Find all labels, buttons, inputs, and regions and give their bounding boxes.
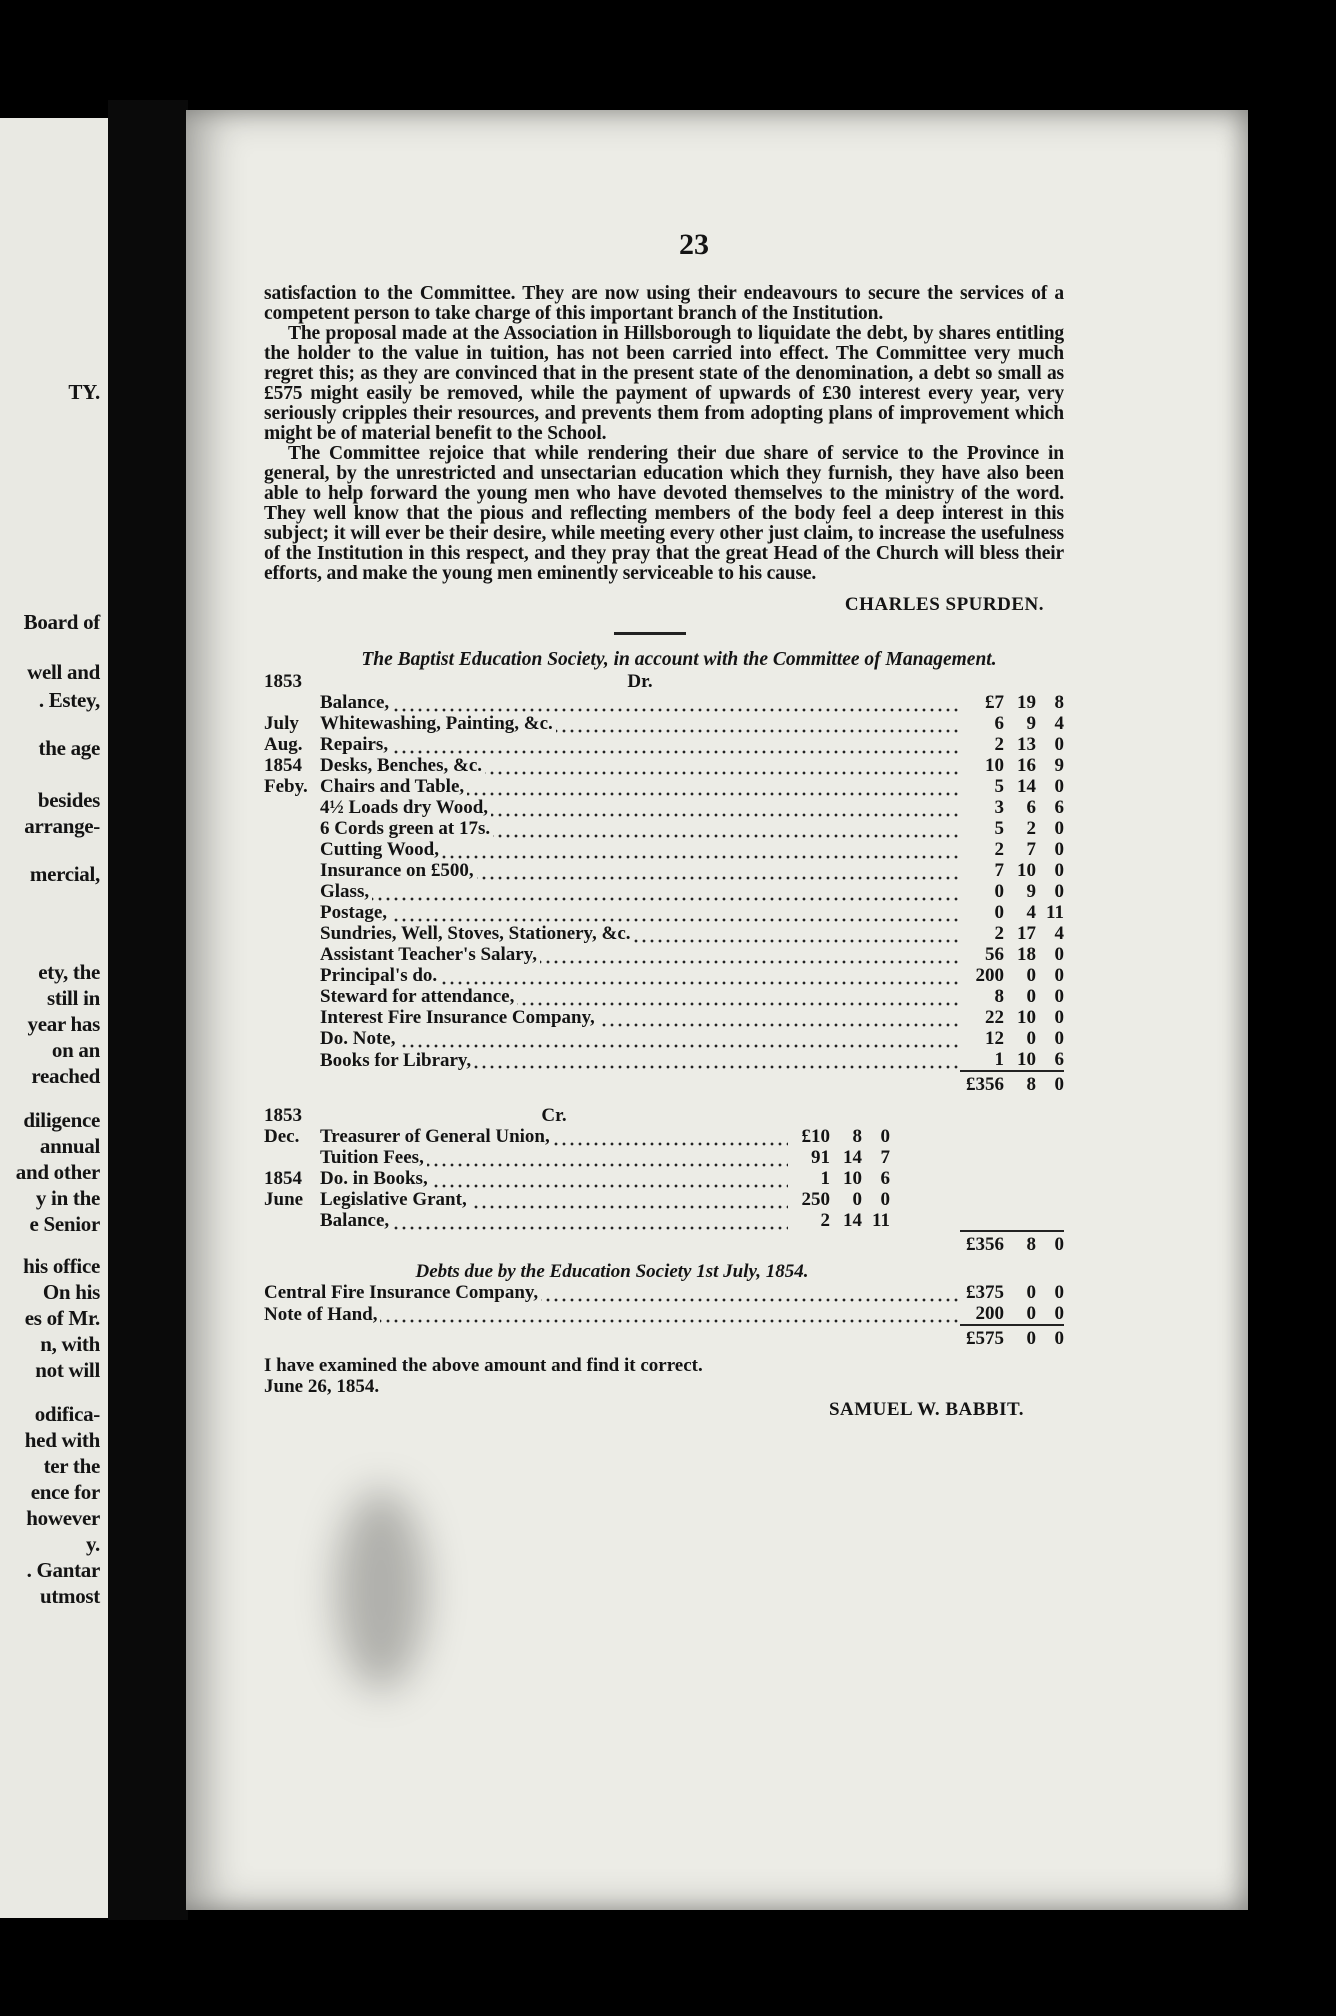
facing-page-text: hed with xyxy=(24,1428,100,1452)
pounds-cell xyxy=(788,1231,830,1255)
ledger-description-text: Postage, xyxy=(320,902,390,923)
ledger-description-text: Balance, xyxy=(320,1210,392,1231)
ledger-description xyxy=(320,923,960,944)
ledger-description-text: Whitewashing, Painting, &c. xyxy=(320,713,556,734)
credit-row xyxy=(264,1168,1064,1189)
ledger-date xyxy=(264,986,320,1007)
ledger-date: July xyxy=(264,713,299,734)
pence-cell: 6 xyxy=(1054,1049,1064,1070)
ledger-description-text: Steward for attendance, xyxy=(320,986,517,1007)
ledger-date: 1854 xyxy=(264,1168,302,1189)
credit-row xyxy=(264,1210,1064,1231)
audit-text: I have examined the above amount and find it correct. xyxy=(264,1355,703,1376)
ledger-description xyxy=(320,1071,960,1095)
pounds-cell: 12 xyxy=(985,1028,1004,1049)
pence-cell: 0 xyxy=(1054,986,1064,1007)
pence-cell: 7 xyxy=(880,1147,890,1168)
pence-cell: 0 xyxy=(1054,965,1064,986)
facing-page-text: arrange- xyxy=(24,814,100,838)
ledger-date xyxy=(264,692,320,713)
facing-page-text: Board of xyxy=(23,610,100,634)
credit-row xyxy=(264,1189,1064,1210)
pounds-cell: 2 xyxy=(994,839,1004,860)
pounds-cell xyxy=(960,1189,1004,1210)
debts-title: Debts due by the Education Society 1st July, 1854. xyxy=(415,1261,809,1282)
facing-page xyxy=(0,118,108,1918)
pounds-cell: £375 xyxy=(966,1282,1004,1303)
facing-page-text: annual xyxy=(39,1134,100,1158)
credit-total-row xyxy=(264,1231,1064,1255)
total-pence: 0 xyxy=(1036,1325,1064,1349)
ledger-description xyxy=(320,797,960,818)
credit-header-row xyxy=(264,1105,1064,1126)
shillings-cell: 17 xyxy=(1017,923,1036,944)
total-pence: 0 xyxy=(1036,1231,1064,1255)
pence-cell: 6 xyxy=(1054,797,1064,818)
ledger-description-text: Principal's do. xyxy=(320,965,440,986)
facing-page-text: not will xyxy=(35,1358,100,1382)
ledger-description-text: Books for Library, xyxy=(320,1050,474,1071)
debit-row xyxy=(264,818,1064,839)
ledger-description xyxy=(320,1231,788,1255)
debit-row xyxy=(264,734,1064,755)
facing-page-text: well and xyxy=(27,660,100,684)
account-title: The Baptist Education Society, in account with the Committee of Management. xyxy=(361,649,997,670)
facing-page-text: the age xyxy=(38,736,100,760)
pence-cell: 0 xyxy=(1054,776,1064,797)
debit-table xyxy=(264,671,1064,1095)
ledger-date xyxy=(264,818,320,839)
ledger-date: Dec. xyxy=(264,1126,300,1147)
facing-page-text: TY. xyxy=(68,380,100,404)
facing-page-text: still in xyxy=(46,986,100,1010)
facing-page-text: his office xyxy=(23,1254,100,1278)
ledger-date xyxy=(264,1028,320,1049)
ledger-date xyxy=(264,881,320,902)
ledger-description xyxy=(320,881,960,902)
ledger-date xyxy=(264,923,320,944)
audit-statement xyxy=(264,1355,1064,1397)
pounds-cell: 7 xyxy=(994,860,1004,881)
pence-cell xyxy=(1036,1126,1064,1147)
ledger-description xyxy=(320,902,960,923)
shillings-cell: 6 xyxy=(1026,797,1036,818)
pence-cell: 0 xyxy=(1054,734,1064,755)
facing-page-text: es of Mr. xyxy=(24,1306,100,1330)
audit-date: June 26, 1854. xyxy=(264,1376,380,1397)
pounds-cell: 1 xyxy=(820,1168,830,1189)
shillings-cell: 0 xyxy=(1026,1282,1036,1303)
ledger-description xyxy=(320,755,960,776)
ledger-date: June xyxy=(264,1189,304,1210)
shillings-cell xyxy=(1004,1189,1036,1210)
ledger-description xyxy=(320,734,960,755)
ledger-date xyxy=(264,1231,320,1255)
facing-page-text: year has xyxy=(27,1012,100,1036)
facing-page-text: ety, the xyxy=(38,960,100,984)
pence-cell: 11 xyxy=(872,1210,890,1231)
ledger-description xyxy=(320,1126,788,1147)
column-spacer xyxy=(890,1189,960,1210)
ledger-date xyxy=(264,965,320,986)
facing-page-text: . Gantar xyxy=(26,1558,100,1582)
shillings-cell: 14 xyxy=(1017,776,1036,797)
facing-page-text: odifica- xyxy=(34,1402,100,1426)
pence-cell: 0 xyxy=(880,1189,890,1210)
ledger-date xyxy=(264,839,320,860)
pounds-cell: 8 xyxy=(994,986,1004,1007)
ledger-description-text: Do. in Books, xyxy=(320,1168,431,1189)
facing-page-text: on an xyxy=(51,1038,100,1062)
pence-cell: 0 xyxy=(1054,860,1064,881)
ledger-date: 1854 xyxy=(264,755,302,776)
shillings-cell: 18 xyxy=(1017,944,1036,965)
pence-cell xyxy=(1036,1147,1064,1168)
ledger-description xyxy=(264,1325,960,1349)
pence-cell: 0 xyxy=(1054,1303,1064,1324)
pounds-cell: 0 xyxy=(994,902,1004,923)
shillings-cell xyxy=(1004,1210,1036,1231)
debit-header-row xyxy=(264,671,1064,692)
ledger-description xyxy=(320,776,960,797)
paragraph: The Committee rejoice that while rendering their due share of service to the Province in general, by the unrestricted and unsectarian education which they furnish, they have also been able to help forward the young men who have devoted themselves to the ministry of the word. They well know that the pious and reflecting members of the body feel a deep interest in this subject; it will ever be their desire, while meeting every other just claim, to increase the usefulness of the Institution in this respect, and they pray that the great Head of the Church will bless their efforts, and make the young men eminently serviceable to his cause. xyxy=(264,443,1064,584)
pounds-cell: 5 xyxy=(994,818,1004,839)
ledger-description xyxy=(320,1168,788,1189)
pence-cell xyxy=(1036,1168,1064,1189)
shillings-cell xyxy=(830,1231,862,1255)
debit-row xyxy=(264,713,1064,734)
pounds-cell: 56 xyxy=(985,944,1004,965)
pence-cell: 11 xyxy=(1046,902,1064,923)
ledger-description-text: 6 Cords green at 17s. xyxy=(320,818,493,839)
pence-cell: 4 xyxy=(1054,923,1064,944)
debit-row xyxy=(264,881,1064,902)
ledger-date xyxy=(264,1071,320,1095)
credit-year: 1853 xyxy=(264,1105,302,1126)
ledger-description-text: Balance, xyxy=(320,692,392,713)
debt-row xyxy=(264,1303,1064,1325)
ledger-description xyxy=(320,713,960,734)
ledger-description-text: Tuition Fees, xyxy=(320,1147,427,1168)
pounds-cell xyxy=(960,1147,1004,1168)
total-shillings: 8 xyxy=(1004,1071,1036,1095)
auditor-signature: SAMUEL W. BABBIT. xyxy=(828,1399,1024,1420)
pence-cell: 0 xyxy=(1054,818,1064,839)
pounds-cell: 10 xyxy=(985,755,1004,776)
debit-row xyxy=(264,923,1064,944)
shillings-cell: 8 xyxy=(852,1126,862,1147)
ledger-description xyxy=(320,1049,960,1071)
shillings-cell: 0 xyxy=(1026,1303,1036,1324)
pounds-cell xyxy=(960,1168,1004,1189)
ledger-description-text: Assistant Teacher's Salary, xyxy=(320,944,540,965)
facing-page-text: diligence xyxy=(23,1108,100,1132)
page-shadow xyxy=(336,1490,426,1690)
total-pounds: £575 xyxy=(960,1325,1004,1349)
ledger-description-text: Glass, xyxy=(320,881,372,902)
debit-row xyxy=(264,839,1064,860)
ledger-date xyxy=(264,1007,320,1028)
debts-table xyxy=(264,1261,1064,1349)
pounds-cell: 1 xyxy=(994,1049,1004,1070)
shillings-cell: 13 xyxy=(1017,734,1036,755)
pence-cell: 9 xyxy=(1054,755,1064,776)
pence-cell: 0 xyxy=(880,1126,890,1147)
shillings-cell xyxy=(1004,1168,1036,1189)
pounds-cell: 6 xyxy=(994,713,1004,734)
ledger-description xyxy=(320,986,960,1007)
ledger-description xyxy=(264,1282,960,1303)
shillings-cell: 19 xyxy=(1017,692,1036,713)
pence-cell: 4 xyxy=(1054,713,1064,734)
pounds-cell: 5 xyxy=(994,776,1004,797)
shillings-cell: 10 xyxy=(1017,1049,1036,1070)
pounds-cell: 2 xyxy=(820,1210,830,1231)
debit-heading: Dr. xyxy=(627,671,653,692)
divider xyxy=(614,632,686,635)
pounds-cell: 200 xyxy=(975,1303,1004,1324)
facing-page-text: and other xyxy=(15,1160,100,1184)
ledger-date xyxy=(264,1049,320,1071)
debt-row xyxy=(264,1282,1064,1303)
ledger-description xyxy=(320,818,960,839)
pence-cell: 0 xyxy=(1054,1007,1064,1028)
facing-page-text: however xyxy=(26,1506,100,1530)
debit-row xyxy=(264,1007,1064,1028)
shillings-cell xyxy=(1004,1147,1036,1168)
pence-cell: 0 xyxy=(1054,944,1064,965)
ledger-description-text: Chairs and Table, xyxy=(320,776,467,797)
facing-page-text: On his xyxy=(42,1280,100,1304)
debit-row xyxy=(264,944,1064,965)
shillings-cell xyxy=(1004,1126,1036,1147)
debit-row xyxy=(264,965,1064,986)
shillings-cell: 9 xyxy=(1026,713,1036,734)
shillings-cell: 14 xyxy=(843,1147,862,1168)
shillings-cell: 0 xyxy=(1026,1028,1036,1049)
ledger-description xyxy=(320,1147,788,1168)
ledger-description-text: Interest Fire Insurance Company, xyxy=(320,1007,598,1028)
ledger-description xyxy=(320,692,960,713)
total-pounds: £356 xyxy=(960,1071,1004,1095)
ledger-description xyxy=(320,839,960,860)
pounds-cell: 3 xyxy=(994,797,1004,818)
pence-cell: 8 xyxy=(1054,692,1064,713)
facing-page-text: reached xyxy=(31,1064,100,1088)
pounds-cell: 22 xyxy=(985,1007,1004,1028)
document-page xyxy=(186,110,1248,1910)
total-pounds: £356 xyxy=(960,1231,1004,1255)
pence-cell: 0 xyxy=(1054,839,1064,860)
debit-row xyxy=(264,755,1064,776)
pence-cell: 0 xyxy=(1054,881,1064,902)
pounds-cell: 250 xyxy=(801,1189,830,1210)
facing-page-text: utmost xyxy=(39,1584,100,1608)
debit-row xyxy=(264,986,1064,1007)
credit-heading: Cr. xyxy=(541,1105,567,1126)
ledger-description-text: Repairs, xyxy=(320,734,391,755)
pence-cell xyxy=(1036,1210,1064,1231)
shillings-cell: 0 xyxy=(852,1189,862,1210)
debit-row xyxy=(264,902,1064,923)
ledger-description xyxy=(264,1303,960,1325)
pounds-cell xyxy=(960,1210,1004,1231)
debit-row xyxy=(264,776,1064,797)
pounds-cell: 91 xyxy=(811,1147,830,1168)
shillings-cell: 7 xyxy=(1026,839,1036,860)
debit-row xyxy=(264,860,1064,881)
ledger-description xyxy=(320,965,960,986)
ledger-description-text: Do. Note, xyxy=(320,1028,398,1049)
pence-cell: 0 xyxy=(1054,1028,1064,1049)
pence-cell: 0 xyxy=(1054,1282,1064,1303)
facing-page-text: y in the xyxy=(35,1186,100,1210)
paragraph: The proposal made at the Association in Hillsborough to liquidate the debt, by shares entitling the holder to the value in tuition, has not been carried into effect. The Committee very much regret this; as they are convinced that in the present state of the denomination, a debt so small as £575 might easily be removed, while the payment of upwards of £30 interest every year, very seriously cripples their resources, and prevents them from adopting plans of improvement which might be of material benefit to the School. xyxy=(264,323,1064,444)
pounds-cell: £7 xyxy=(985,692,1004,713)
credit-table xyxy=(264,1105,1064,1255)
shillings-cell: 0 xyxy=(1026,965,1036,986)
shillings-cell: 10 xyxy=(1017,860,1036,881)
debit-row xyxy=(264,1028,1064,1049)
shillings-cell: 0 xyxy=(1026,986,1036,1007)
shillings-cell: 9 xyxy=(1026,881,1036,902)
facing-page-text: e Senior xyxy=(29,1212,100,1236)
debit-row xyxy=(264,797,1064,818)
ledger-description-text: Central Fire Insurance Company, xyxy=(264,1282,541,1303)
ledger-date xyxy=(264,1147,320,1168)
ledger-date xyxy=(264,944,320,965)
shillings-cell: 2 xyxy=(1026,818,1036,839)
shillings-cell: 4 xyxy=(1026,902,1036,923)
ledger-date xyxy=(264,860,320,881)
ledger-description-text: 4½ Loads dry Wood, xyxy=(320,797,491,818)
pence-cell: 6 xyxy=(880,1168,890,1189)
ledger-description-text: Note of Hand, xyxy=(264,1304,380,1325)
pence-cell xyxy=(862,1231,890,1255)
signature: CHARLES SPURDEN. xyxy=(844,594,1044,615)
column-spacer xyxy=(890,1231,960,1255)
page-content xyxy=(264,228,1064,1421)
ledger-date xyxy=(264,1210,320,1231)
ledger-description-text: Cutting Wood, xyxy=(320,839,442,860)
ledger-description-text: Sundries, Well, Stoves, Stationery, &c. xyxy=(320,923,634,944)
ledger-description-text: Treasurer of General Union, xyxy=(320,1126,553,1147)
pence-cell xyxy=(1036,1189,1064,1210)
ledger-description xyxy=(320,944,960,965)
ledger-date: Feby. xyxy=(264,776,308,797)
facing-page-text: n, with xyxy=(40,1332,100,1356)
ledger-description-text: Insurance on £500, xyxy=(320,860,477,881)
pounds-cell: 2 xyxy=(994,923,1004,944)
pounds-cell: 200 xyxy=(975,965,1004,986)
pounds-cell: 0 xyxy=(994,881,1004,902)
book-spine xyxy=(108,100,188,1920)
debts-total-row xyxy=(264,1325,1064,1349)
shillings-cell: 10 xyxy=(1017,1007,1036,1028)
shillings-cell: 10 xyxy=(843,1168,862,1189)
debit-year: 1853 xyxy=(264,671,302,692)
paragraph: satisfaction to the Committee. They are now using their endeavours to secure the services of a competent person to take charge of this important branch of the Institution. xyxy=(264,283,1064,324)
column-spacer xyxy=(890,1210,960,1231)
total-shillings: 8 xyxy=(1004,1231,1036,1255)
ledger-description xyxy=(320,1028,960,1049)
ledger-description-text: Desks, Benches, &c. xyxy=(320,755,485,776)
facing-page-text: ter the xyxy=(43,1454,100,1478)
shillings-cell: 14 xyxy=(843,1210,862,1231)
facing-page-text: ence for xyxy=(30,1480,100,1504)
page-number: 23 xyxy=(679,228,709,261)
total-shillings: 0 xyxy=(1004,1325,1036,1349)
column-spacer xyxy=(890,1147,960,1168)
facing-page-text: mercial, xyxy=(29,862,100,886)
ledger-date xyxy=(264,797,320,818)
facing-page-text: besides xyxy=(37,788,100,812)
credit-row xyxy=(264,1147,1064,1168)
debit-row xyxy=(264,692,1064,713)
debts-title-row xyxy=(264,1261,1064,1282)
credit-row xyxy=(264,1126,1064,1147)
ledger-description-text: Legislative Grant, xyxy=(320,1189,470,1210)
column-spacer xyxy=(890,1168,960,1189)
ledger-date xyxy=(264,902,320,923)
column-spacer xyxy=(890,1126,960,1147)
facing-page-text: . Estey, xyxy=(38,688,100,712)
ledger-description xyxy=(320,1210,788,1231)
debit-row xyxy=(264,1049,1064,1071)
debit-total-row xyxy=(264,1071,1064,1095)
total-pence: 0 xyxy=(1036,1071,1064,1095)
ledger-description xyxy=(320,1007,960,1028)
shillings-cell: 16 xyxy=(1017,755,1036,776)
pounds-cell: 2 xyxy=(994,734,1004,755)
pounds-cell: £10 xyxy=(801,1126,830,1147)
ledger-description xyxy=(320,1189,788,1210)
ledger-date: Aug. xyxy=(264,734,303,755)
pounds-cell xyxy=(960,1126,1004,1147)
facing-page-text: y. xyxy=(86,1532,100,1556)
ledger-description xyxy=(320,860,960,881)
